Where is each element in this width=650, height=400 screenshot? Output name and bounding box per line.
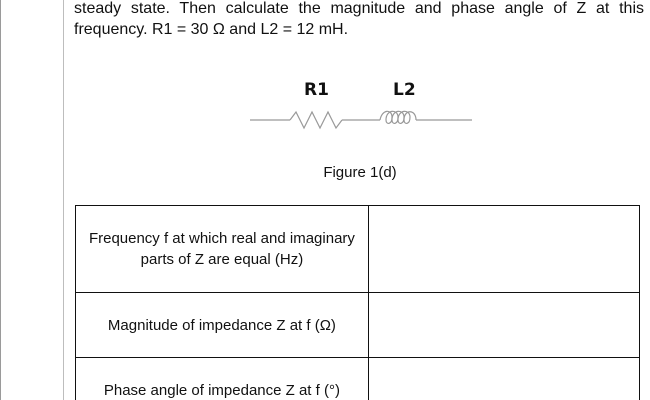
answer-cell-frequency[interactable]: [368, 206, 639, 293]
inductor-label: L2: [393, 80, 416, 100]
question-text: [74, 0, 644, 40]
inductor-symbol: [380, 111, 416, 123]
answer-cell-magnitude[interactable]: [368, 293, 639, 358]
question-line-2: frequency. R1 = 30 Ω and L2 = 12 mH.: [74, 21, 349, 38]
resistor-label: R1: [304, 80, 329, 100]
circuit-figure: [240, 75, 480, 145]
table-row: [76, 358, 640, 400]
margin-rule: [63, 0, 64, 400]
question-cell: [76, 206, 369, 293]
page-edge-rule: [0, 0, 1, 400]
table-row: [76, 206, 640, 293]
question-cell: [76, 293, 369, 358]
magnitude-label: Magnitude of impedance Z at f (Ω): [107, 316, 336, 334]
resistor-symbol: [290, 112, 342, 128]
circuit-diagram: [240, 75, 480, 145]
phase-angle-label: Phase angle of impedance Z at f (°): [103, 381, 340, 399]
question-line-1: steady state. Then calculate the magnitude and phase angle of Z at this: [74, 0, 644, 17]
answer-cell-phase[interactable]: [368, 358, 639, 400]
answer-table: [75, 205, 640, 400]
figure-caption: Figure 1(d): [323, 164, 397, 181]
question-cell: [76, 358, 369, 400]
table-row: [76, 293, 640, 358]
frequency-label: Frequency f at which real and imaginary parts of Z are equal (Hz): [88, 230, 355, 268]
